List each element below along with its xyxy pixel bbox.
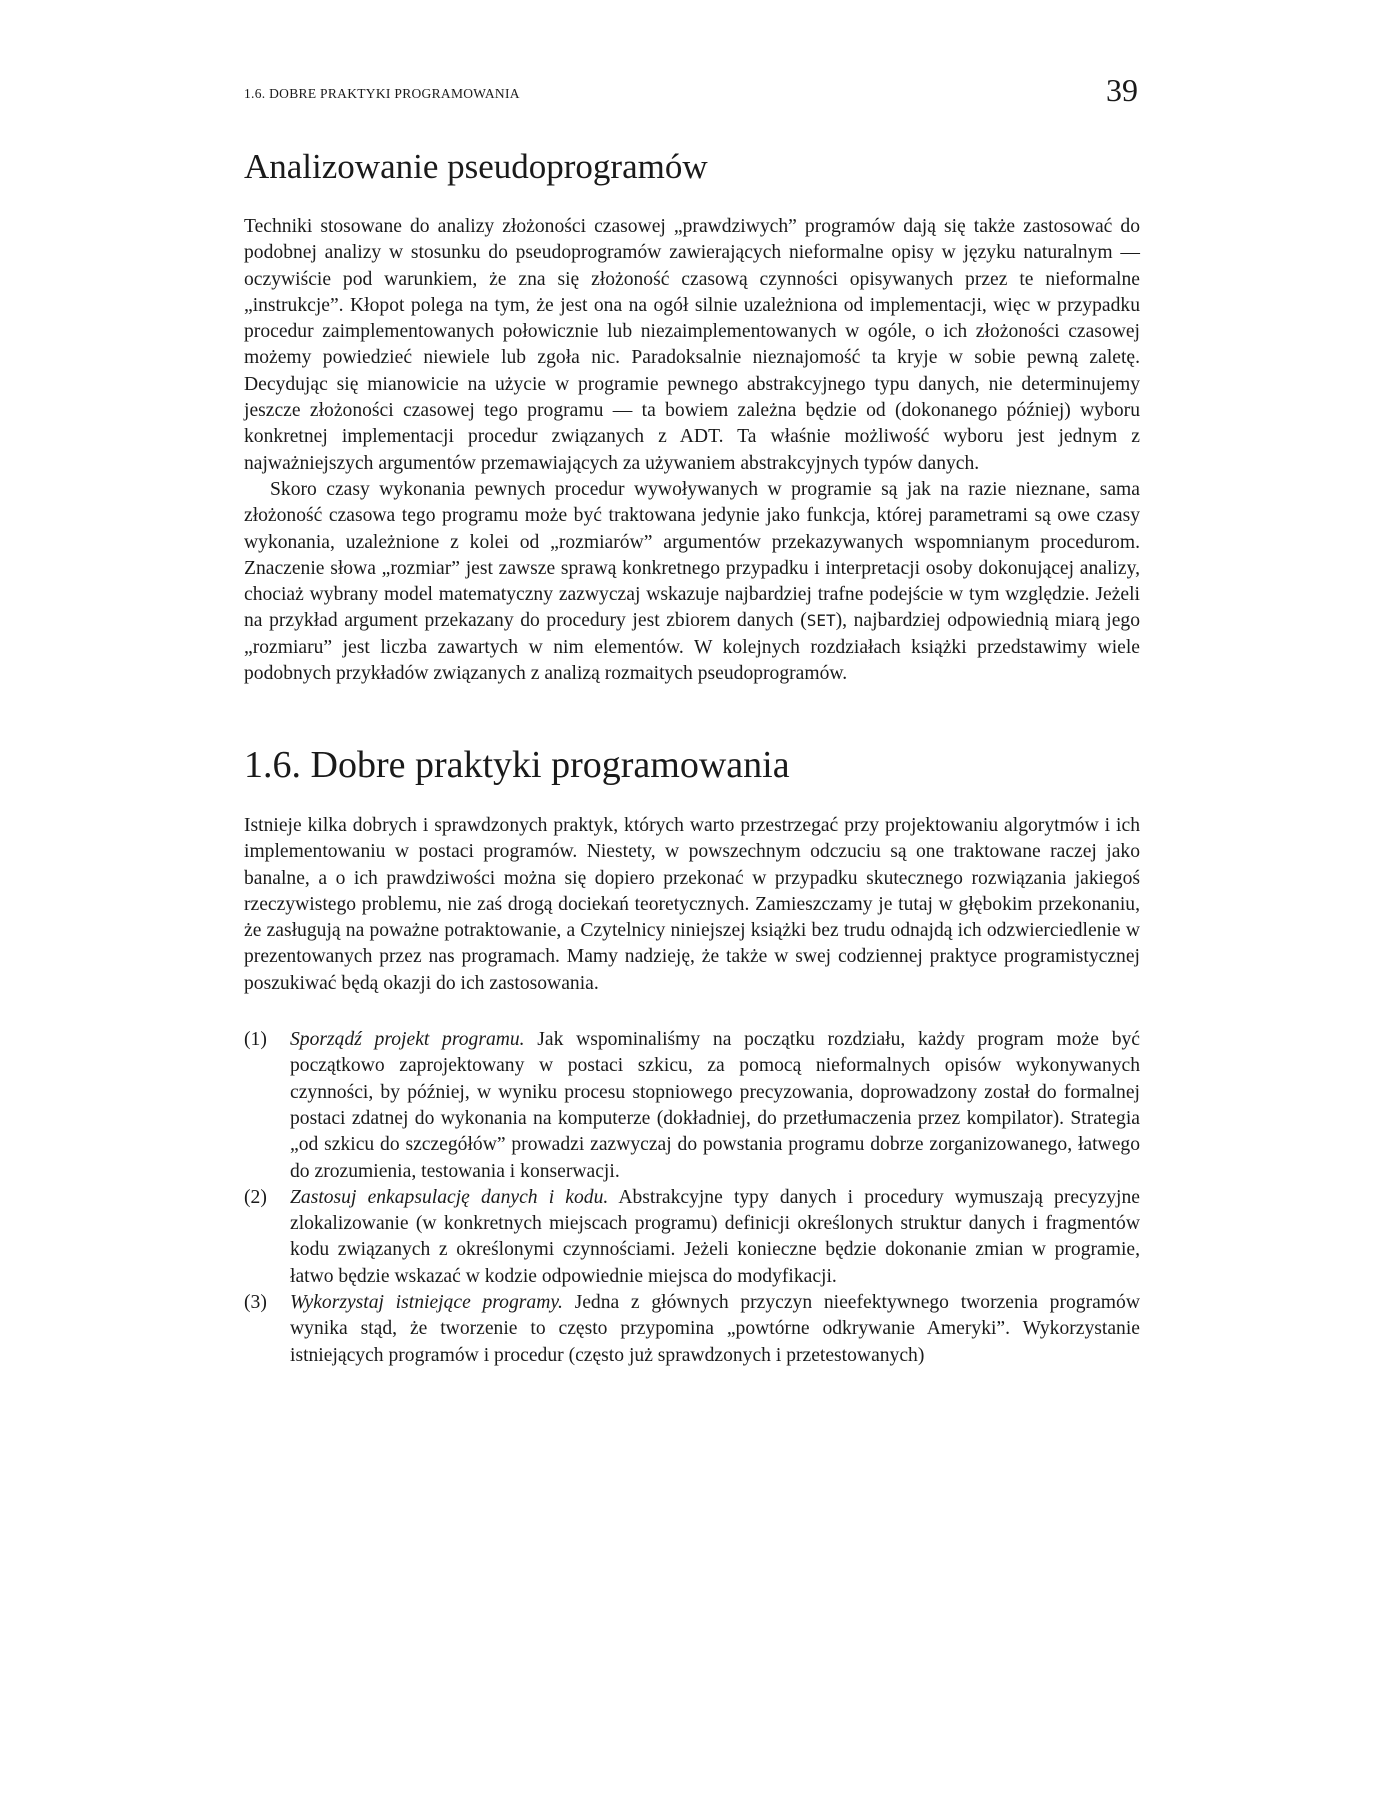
section-paragraph bbox=[244, 214, 1140, 477]
list-item-text: Abstrakcyjne typy danych i procedury wymuszają precyzyjne zlokalizowanie (w konkretnych miejscach programu) definicji określonych struktur danych i fragmentów kodu związanych z określonymi czynnościami. Jeżeli konieczne będzie dokonanie zmian w programie, łatwo będzie wskazać w kodzie odpowiednie miejsca do modyfikacji. bbox=[290, 1186, 1140, 1287]
section-heading: Analizowanie pseudoprogramów bbox=[244, 147, 708, 186]
list-item-number: (3) bbox=[244, 1291, 267, 1313]
list-item bbox=[244, 1290, 1140, 1369]
paragraph-text: Skoro czasy wykonania pewnych procedur wywoływanych w programie są jak na razie nieznane, sama złożoność czasowa tego programu może być traktowana jedynie jako funkcja, której parametrami są owe czasy wykonania, uzależnione z kolei od „rozmiarów” argumentów przekazywanych wspomnianym procedurom. Znaczenie słowa „rozmiar” jest zawsze sprawą konkretnego przypadku i interpretacji osoby dokonującej analizy, chociaż wybrany model matematyczny zazwyczaj wskazuje najbardziej trafne podejście w tym względzie. Jeżeli na przykład argument przekazany do procedury jest zbiorem danych ( bbox=[244, 478, 1140, 632]
list-item bbox=[244, 1185, 1140, 1290]
page-content bbox=[244, 146, 1140, 1369]
running-header: 1.6. DOBRE PRAKTYKI PROGRAMOWANIA bbox=[244, 86, 520, 101]
list-item-title: Zastosuj enkapsulację danych i kodu. bbox=[290, 1186, 609, 1208]
paragraph-text: Techniki stosowane do analizy złożoności czasowej „prawdziwych” programów dają się także zastosować do podobnej analizy w stosunku do pseudoprogramów zawierających nieformalne opisy w języku naturalnym — oczywiście pod warunkiem, że zna się złożoność czasową czynności opisywanych przez te nieformalne „instrukcje”. Kłopot polega na tym, że jest ona na ogół silnie uzależniona od implementacji, więc w przypadku procedur zaimplementowanych połowicznie lub niezaimplementowanych w ogóle, o ich złożoności czasowej możemy powiedzieć niewiele lub zgoła nic. Paradoksalnie nieznajomość ta kryje w sobie pewną zaletę. Decydując się mianowicie na użycie w programie pewnego abstrakcyjnego typu danych, nie determinujemy jeszcze złożoności czasowej tego programu — ta bowiem zależna będzie od (dokonanego później) wyboru konkretnej implementacji procedur związanych z ADT. Ta właśnie możliwość wyboru jest jednym z najważniejszych argumentów przemawiających za używaniem abstrakcyjnych typów danych. bbox=[244, 216, 1140, 474]
list-item-title: Wykorzystaj istniejące programy. bbox=[290, 1291, 563, 1313]
chapter-intro-paragraph: Istnieje kilka dobrych i sprawdzonych praktyk, których warto przestrzegać przy projektowaniu algorytmów i ich implementowaniu w postaci programów. Niestety, w powszechnym odczuciu są one traktowane raczej jako banalne, a o ich prawdziwości można się dopiero przekonać w przypadku skutecznego rozwiązania jakiegoś rzeczywistego problemu, nie zaś drogą dociekań teoretycznych. Zamieszczamy je tutaj w głębokim przekonaniu, że zasługują na poważne potraktowanie, a Czytelnicy niniejszej książki bez trudu odnajdą ich odzwierciedlenie w prezentowanych przez nas programach. Mamy nadzieję, że także w swej codziennej praktyce programistycznej poszukiwać będą okazji do ich zastosowania. bbox=[244, 814, 1140, 994]
list-item-number: (2) bbox=[244, 1186, 267, 1208]
section-paragraph bbox=[244, 477, 1140, 687]
list-item-number: (1) bbox=[244, 1029, 267, 1051]
practices-list bbox=[244, 1027, 1140, 1369]
page-number: 39 bbox=[1106, 72, 1138, 108]
list-item-text: Jedna z głównych przyczyn nieefektywnego tworzenia programów wynika stąd, że tworzenie to często przypomina „powtórne odkrywanie Ameryki”. Wykorzystanie istniejących programów i procedur (często już sprawdzonych i przetestowanych) bbox=[290, 1291, 1140, 1366]
list-item bbox=[244, 1027, 1140, 1185]
paragraph-text: ), najbardziej odpowiednią miarą jego „rozmiaru” jest liczba zawartych w nim elementów. W kolejnych rozdziałach książki przedstawimy wiele podobnych przykładów związanych z analizą rozmaitych pseudoprogramów. bbox=[244, 610, 1140, 685]
chapter-heading: 1.6. Dobre praktyki programowania bbox=[244, 744, 790, 787]
list-item-text: Jak wspominaliśmy na początku rozdziału, każdy program może być początkowo zaprojektowany w postaci szkicu, za pomocą nieformalnych opisów wykonywanych czynności, by później, w wyniku procesu stopniowego precyzowania, doprowadzony został do formalnej postaci zdatnej do wykonania na komputerze (dokładniej, do przetłumaczenia przez kompilator). Strategia „od szkicu do szczegółów” prowadzi zazwyczaj do powstania programu dobrze zorganizowanego, łatwego do zrozumienia, testowania i konserwacji. bbox=[290, 1029, 1140, 1182]
code-term: SET bbox=[806, 611, 836, 631]
list-item-title: Sporządź projekt programu. bbox=[290, 1029, 525, 1051]
